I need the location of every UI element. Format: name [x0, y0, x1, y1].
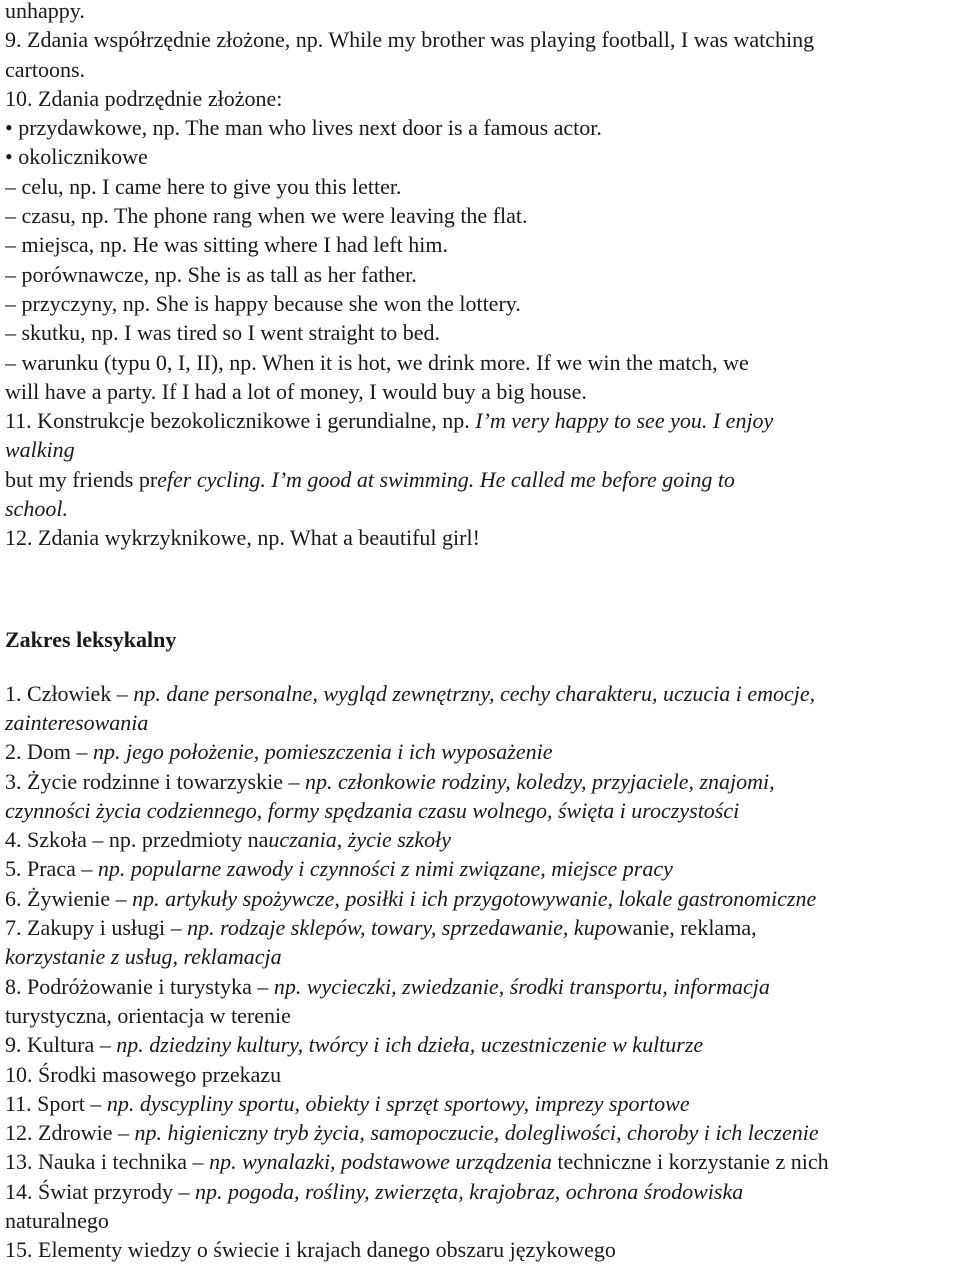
lexical-item — [5, 796, 954, 825]
example-italic: efer cycling. I’m good at swimming. He called me before going to — [157, 466, 735, 492]
lexical-item — [5, 1001, 954, 1030]
section-heading: Zakres leksykalny — [5, 626, 177, 652]
lexical-item — [5, 972, 954, 1001]
lexical-item-detail: czynności życia codziennego, formy spędzania czasu wolnego, święta i uroczystości — [5, 797, 740, 823]
lexical-item-detail: np. wynalazki, podstawowe urządzenia — [209, 1149, 552, 1175]
text-line — [5, 435, 954, 464]
lexical-item-detail: zainteresowania — [5, 709, 149, 735]
example-italic: walking — [5, 437, 75, 463]
lexical-item-label: 14. Świat przyrody – — [5, 1178, 196, 1204]
lexical-item-label: 12. Zdrowie – — [5, 1120, 135, 1146]
text-line: – skutku, np. I was tired so I went straight to bed. — [5, 320, 441, 346]
lexical-item-detail: np. dyscypliny sportu, obiekty i sprzęt sportowy, imprezy sportowe — [106, 1090, 690, 1116]
lexical-item-label: 7. Zakupy i usługi – — [5, 915, 188, 941]
text-line: 9. Zdania współrzędnie złożone, np. While my brother was playing football, I was watching — [5, 27, 815, 53]
lexical-item — [5, 825, 954, 854]
text-span: but my friends pr — [5, 466, 158, 492]
lexical-item-detail: np. jego położenie, pomieszczenia i ich wyposażenie — [93, 739, 553, 765]
lexical-item-detail: np. pogoda, rośliny, zwierzęta, krajobraz, ochrona środowiska — [195, 1178, 744, 1204]
lexical-item — [5, 1177, 954, 1206]
lexical-item-tail: wanie, reklama, — [616, 915, 757, 941]
lexical-item — [5, 884, 954, 913]
lexical-item-detail: np. wycieczki, zwiedzanie, środki transportu, informacja — [273, 973, 770, 999]
lexical-item — [5, 1030, 954, 1059]
lexical-item-label: 15. Elementy wiedzy o świecie i krajach danego obszaru językowego — [5, 1237, 616, 1263]
lexical-item-detail: np. dziedziny kultury, twórcy i ich dzieła, uczestniczenie w kulturze — [116, 1032, 704, 1058]
lexical-item-label: 6. Żywienie – — [5, 885, 133, 911]
text-line — [5, 465, 954, 494]
lexical-item-detail: korzystanie z usług, reklamacja — [5, 944, 282, 970]
lexical-item-detail: np. popularne zawody i czynności z nimi związane, miejsce pracy — [97, 856, 673, 882]
text-line: 12. Zdania wykrzyknikowe, np. What a beautiful girl! — [5, 525, 480, 551]
text-line: – warunku (typu 0, I, II), np. When it is hot, we drink more. If we win the match, we — [5, 349, 749, 375]
example-italic: I’m very happy to see you. I enjoy — [475, 408, 774, 434]
lexical-item-label: 9. Kultura – — [5, 1032, 117, 1058]
text-span: 11. Konstrukcje bezokolicznikowe i gerundialne, np. — [5, 408, 476, 434]
lexical-item — [5, 708, 954, 737]
text-line: – czasu, np. The phone rang when we were leaving the flat. — [5, 203, 528, 229]
lexical-item-detail: uczania, życie szkoły — [268, 827, 452, 853]
lexical-item-label: 2. Dom – — [5, 739, 93, 765]
lexical-item — [5, 679, 954, 708]
lexical-item — [5, 1235, 954, 1264]
lexical-item — [5, 942, 954, 971]
lexical-item-detail: np. artykuły spożywcze, posiłki i ich przygotowywanie, lokale gastronomiczne — [132, 885, 817, 911]
lexical-item-label: 8. Podróżowanie i turystyka – — [5, 973, 274, 999]
lexical-item-label: 5. Praca – — [5, 856, 98, 882]
lexical-item-label: 13. Nauka i technika – — [5, 1149, 210, 1175]
text-line — [5, 494, 954, 523]
text-line: will have a party. If I had a lot of money, I would buy a big house. — [5, 378, 587, 404]
lexical-item-detail: np. dane personalne, wygląd zewnętrzny, cechy charakteru, uczucia i emocje, — [133, 680, 816, 706]
lexical-item-label: 1. Człowiek – — [5, 680, 134, 706]
lexical-item — [5, 854, 954, 883]
text-line: – celu, np. I came here to give you this letter. — [5, 173, 402, 199]
lexical-item-label: 4. Szkoła – np. przedmioty na — [5, 827, 269, 853]
lexical-item — [5, 767, 954, 796]
lexical-item-detail: np. członkowie rodziny, koledzy, przyjaciele, znajomi, — [304, 768, 775, 794]
text-line: cartoons. — [5, 56, 86, 82]
example-italic: school. — [5, 496, 68, 522]
text-line: • przydawkowe, np. The man who lives next door is a famous actor. — [5, 115, 602, 141]
lexical-item — [5, 1147, 954, 1176]
lexical-item — [5, 737, 954, 766]
lexical-item — [5, 1118, 954, 1147]
lexical-item-label: naturalnego — [5, 1207, 109, 1233]
text-line: – przyczyny, np. She is happy because she won the lottery. — [5, 290, 521, 316]
lexical-item — [5, 1089, 954, 1118]
text-line: unhappy. — [5, 0, 85, 23]
lexical-item-detail: np. rodzaje sklepów, towary, sprzedawanie, kupo — [187, 915, 617, 941]
lexical-list — [5, 679, 954, 1265]
lexical-item-label: turystyczna, orientacja w terenie — [5, 1002, 291, 1028]
lexical-item-label: 11. Sport – — [5, 1090, 107, 1116]
text-line — [5, 406, 954, 435]
lexical-item — [5, 913, 954, 942]
text-line: – miejsca, np. He was sitting where I had left him. — [5, 232, 448, 258]
text-line: • okolicznikowe — [5, 144, 148, 170]
lexical-item-label: 3. Życie rodzinne i towarzyskie – — [5, 768, 305, 794]
lexical-item-label: 10. Środki masowego przekazu — [5, 1061, 282, 1087]
lexical-item — [5, 1206, 954, 1235]
text-line: 10. Zdania podrzędnie złożone: — [5, 85, 283, 111]
lexical-item-tail: techniczne i korzystanie z nich — [551, 1149, 829, 1175]
lexical-item — [5, 1060, 954, 1089]
lexical-item-detail: np. higieniczny tryb życia, samopoczucie, dolegliwości, choroby i ich leczenie — [134, 1120, 819, 1146]
text-line: – porównawcze, np. She is as tall as her father. — [5, 261, 417, 287]
